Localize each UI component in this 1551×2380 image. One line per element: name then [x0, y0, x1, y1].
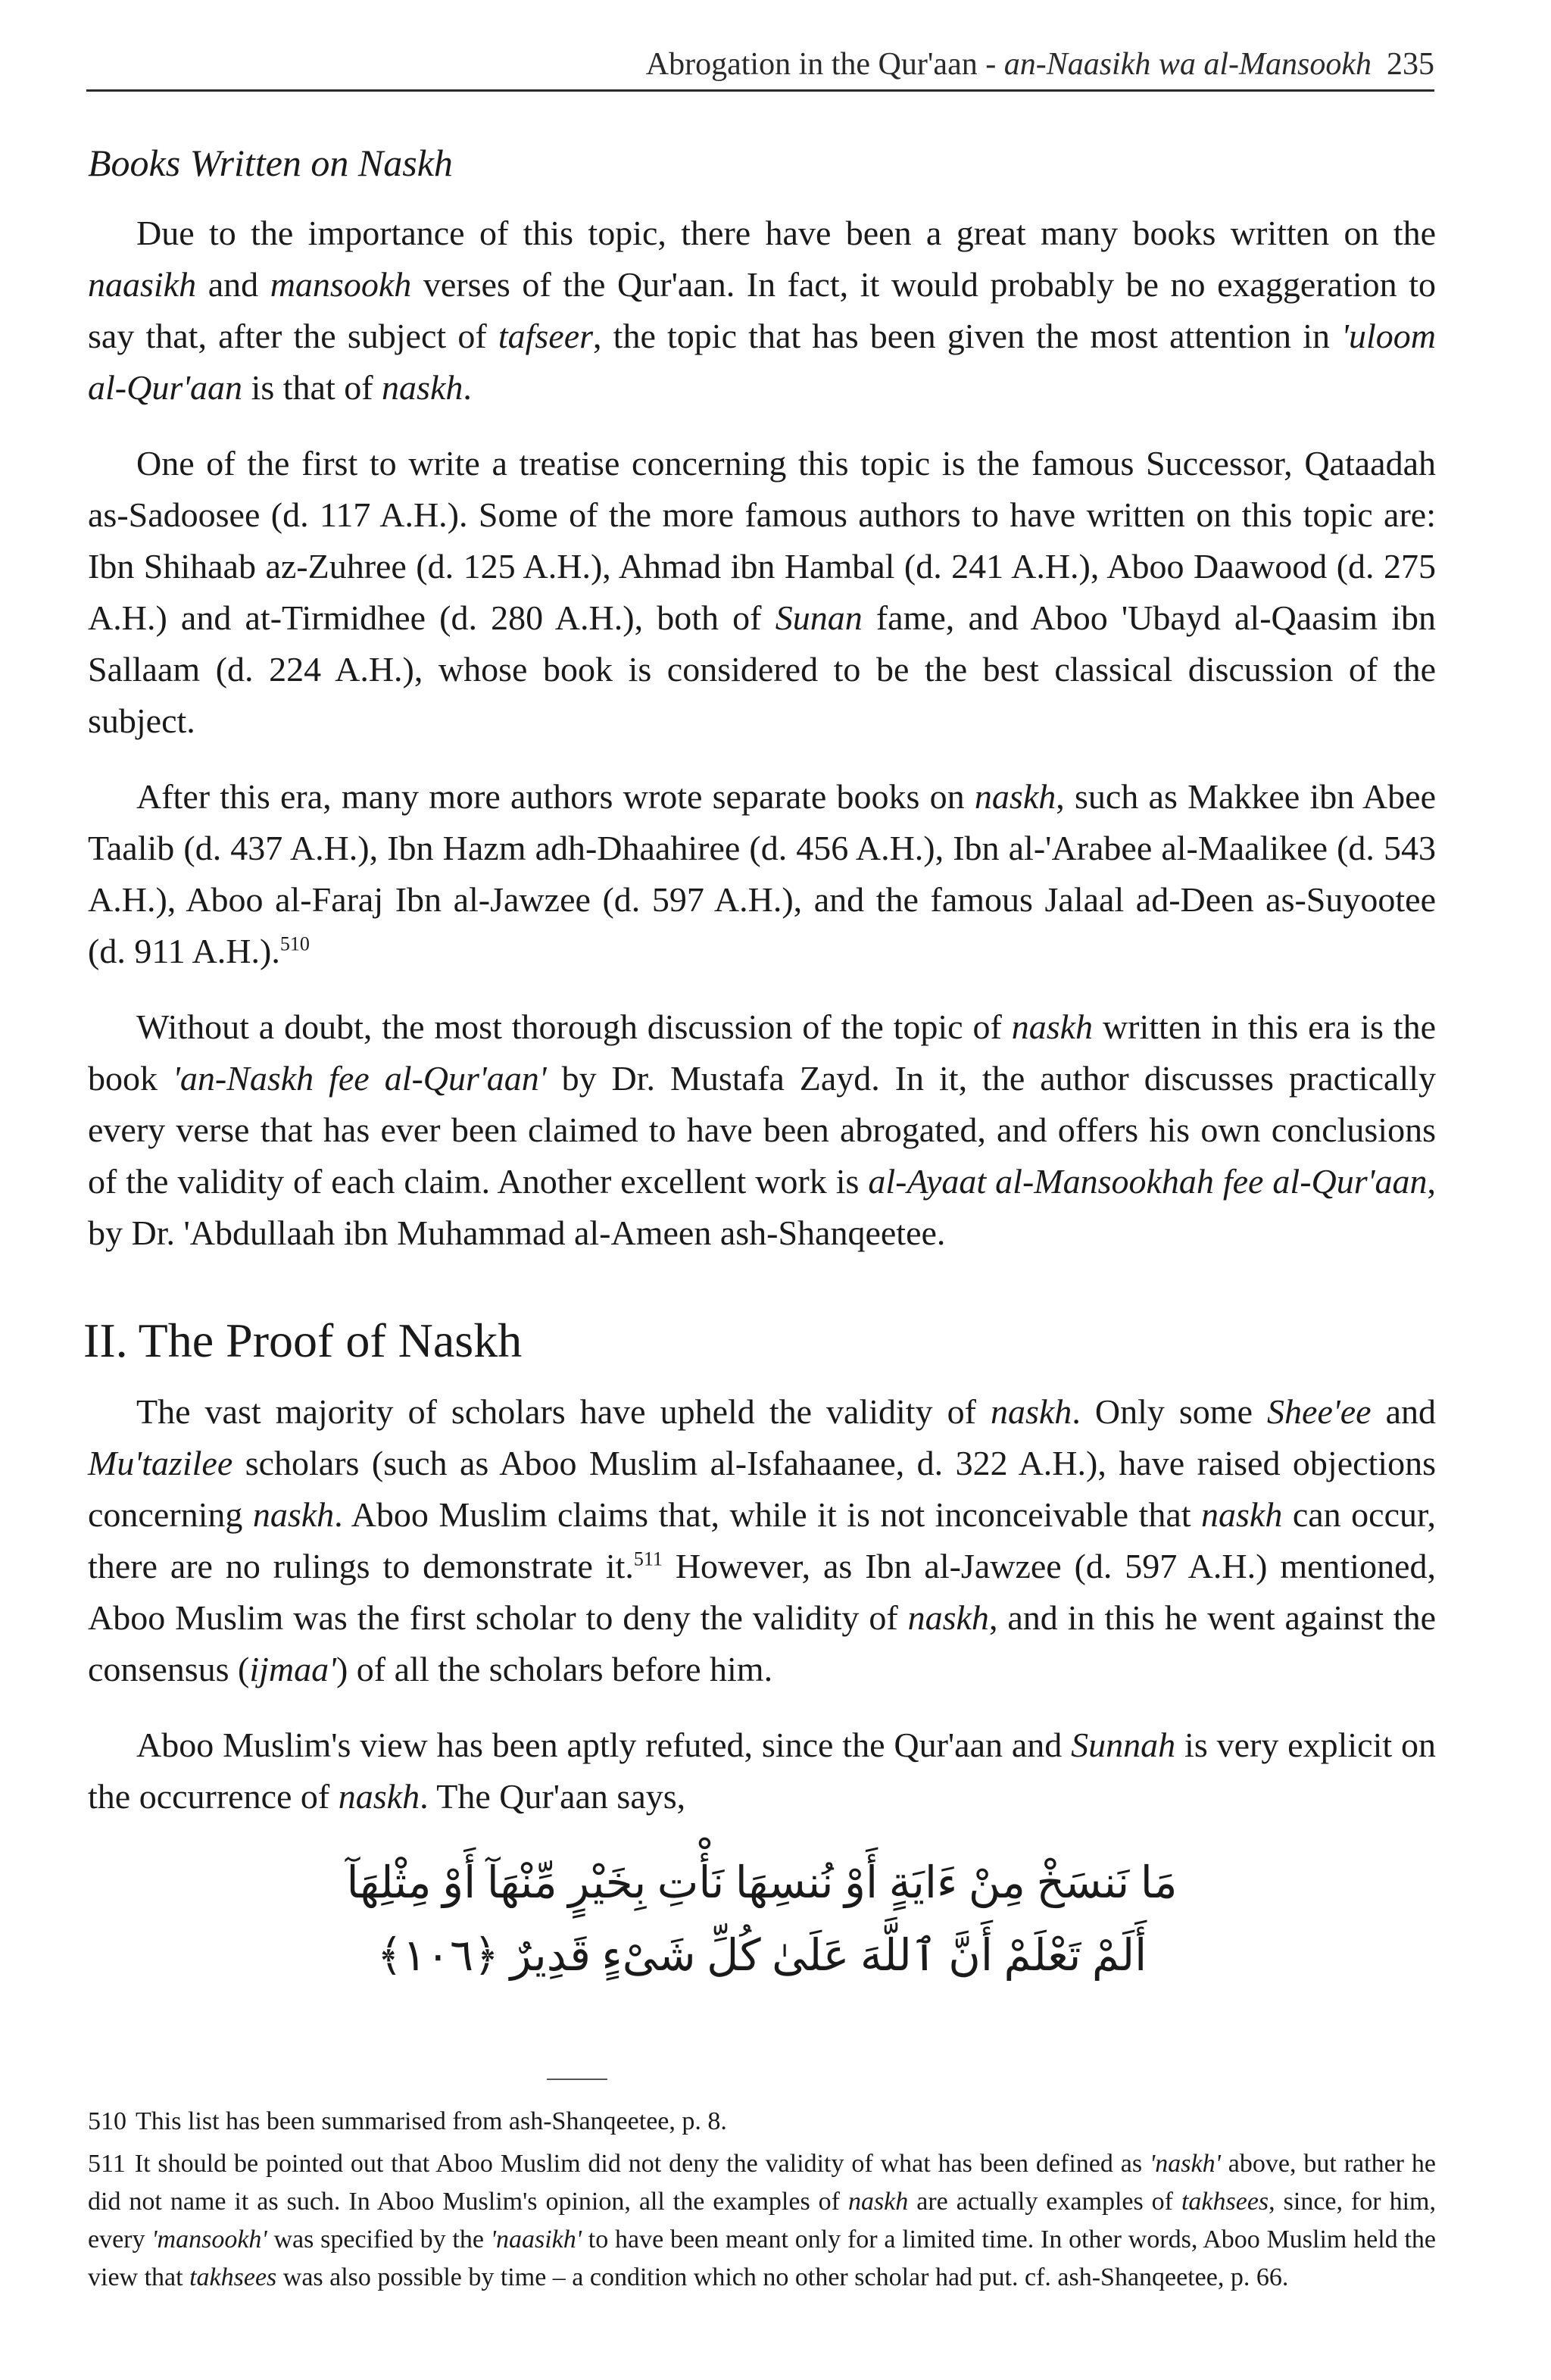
text-run: . The Qur'aan says,: [420, 1777, 686, 1816]
text-run: was specified by the: [267, 2225, 491, 2254]
text-run: Shee'ee: [1267, 1392, 1372, 1431]
verse-line-2: أَلَمْ تَعْلَمْ أَنَّ ٱللَّهَ عَلَىٰ كُلِّ شَىْءٍ قَدِيرٌ ﴿١٠٦﴾: [376, 1931, 1147, 1980]
text-run: are actually examples of: [908, 2188, 1181, 2216]
text-run: , by Dr. 'Abdullaah ibn Muhammad al-Ameen ash-Shanqeetee.: [88, 1162, 1436, 1252]
paragraph: [88, 1386, 1436, 1695]
text-run: takhsees: [189, 2263, 277, 2291]
text-run: Mu'tazilee: [88, 1444, 233, 1482]
section-number: II.: [83, 1313, 128, 1367]
verse-line-1: مَا نَنسَخْ مِنْ ءَايَةٍ أَوْ نُنسِهَا نَأْتِ بِخَيْرٍ مِّنْهَآ أَوْ مِثْلِهَآ: [346, 1858, 1178, 1907]
text-run: is very explicit on the occurrence of: [88, 1726, 1437, 1816]
text-run: .: [463, 368, 472, 407]
text-run: The vast majority of scholars have upheld the validity of: [136, 1392, 991, 1431]
text-run: is that of: [242, 368, 382, 407]
running-head: [86, 39, 1434, 92]
text-run: 'uloom al-Qur'aan: [88, 317, 1436, 407]
sub-heading: Books Written on Naskh: [88, 142, 453, 184]
text-run: mansookh: [270, 265, 412, 304]
text-run: naskh: [990, 1392, 1072, 1431]
body-text: [83, 136, 1437, 2022]
text-run: , and in this he went against the consensus (: [88, 1598, 1436, 1688]
text-run: above, but rather he did not name it as such. In Aboo Muslim's opinion, all the examples of: [88, 2150, 1436, 2216]
section-heading: [83, 1312, 1436, 1370]
text-run: . Aboo Muslim claims that, while it is not inconceivable that: [334, 1495, 1202, 1534]
text-run: verses of the Qur'aan. In fact, it would probably be no exaggeration to say that, after the subject of: [88, 265, 1437, 355]
text-run: scholars (such as Aboo Muslim al-Isfahaanee, d. 322 A.H.), have raised objections concerning: [88, 1444, 1436, 1534]
text-run: naskh: [907, 1598, 989, 1637]
text-run: It should be pointed out that Aboo Muslim did not deny the validity of what has been defined as: [134, 2150, 1150, 2178]
text-run: ) of all the scholars before him.: [335, 1650, 773, 1688]
footnote-ref: 510: [279, 932, 310, 955]
text-run: naskh: [252, 1495, 335, 1534]
text-run: takhsees: [1181, 2188, 1269, 2216]
text-run: This list has been summarised from ash-Shanqeetee, p. 8.: [136, 2107, 727, 2135]
text-run: After this era, many more authors wrote separate books on: [136, 777, 975, 816]
quran-verse: [88, 1847, 1436, 1992]
paragraph: [88, 438, 1436, 747]
running-head-title-italic: an-Naasikh wa al-Mansookh: [1003, 47, 1372, 82]
text-run: naskh: [974, 777, 1056, 816]
footnote-ref: 511: [633, 1548, 663, 1570]
text-run: Aboo Muslim's view has been aptly refuted, since the Qur'aan and: [136, 1726, 1072, 1764]
text-run: Sunnah: [1071, 1726, 1176, 1764]
text-run: naasikh: [88, 265, 197, 304]
text-run: 'mansookh': [151, 2225, 267, 2254]
text-run: ijmaa': [249, 1650, 336, 1688]
page-number: 235: [1387, 47, 1434, 82]
paragraph: [88, 1719, 1436, 1822]
footnote: [88, 2145, 1436, 2297]
text-run: al-Ayaat al-Mansookhah fee al-Qur'aan: [868, 1162, 1428, 1201]
text-run: naskh: [1011, 1007, 1094, 1046]
footnote-number: 510: [88, 2107, 126, 2135]
text-run: . Only some: [1072, 1392, 1268, 1431]
text-run: written in this era is the book: [88, 1007, 1436, 1098]
text-run: by Dr. Mustafa Zayd. In it, the author discusses practically every verse that has ever been claimed to have been abrogated, and offers his own conclusions of the validity of each claim. Another excellent work is: [88, 1059, 1437, 1201]
footnotes: [88, 2103, 1436, 2301]
text-run: However, as Ibn al-Jawzee (d. 597 A.H.) mentioned, Aboo Muslim was the first scholar to deny the validity of: [88, 1547, 1436, 1637]
text-run: 'an-Naskh fee al-Qur'aan': [172, 1059, 547, 1098]
text-run: Sunan: [775, 598, 863, 637]
text-run: and: [1371, 1392, 1437, 1431]
text-run: fame, and Aboo 'Ubayd al-Qaasim ibn Sallaam (d. 224 A.H.), whose book is considered to be the best classical discussion of the subject.: [88, 598, 1436, 740]
paragraph: [88, 771, 1436, 977]
text-run: , the topic that has been given the most attention in: [593, 317, 1342, 355]
text-run: Due to the importance of this topic, there have been a great many books written on the: [136, 214, 1436, 252]
footnote-divider: [547, 2079, 607, 2080]
text-run: 'naskh': [1150, 2150, 1221, 2178]
text-run: can occur, there are no rulings to demonstrate it.: [88, 1495, 1436, 1585]
text-run: naskh: [382, 368, 463, 407]
text-run: naskh: [847, 2188, 909, 2216]
footnote-number: 511: [88, 2150, 126, 2178]
text-run: 'naasikh': [490, 2225, 582, 2254]
text-run: naskh: [1201, 1495, 1283, 1534]
text-run: Without a doubt, the most thorough discussion of the topic of: [136, 1007, 1012, 1046]
text-run: tafseer: [498, 317, 594, 355]
text-run: naskh: [338, 1777, 420, 1816]
text-run: , such as Makkee ibn Abee Taalib (d. 437 A.H.), Ibn Hazm adh-Dhaahiree (d. 456 A.H.), Ibn al-'Arabee al-Maalikee (d. 543 A.H.), Aboo al-Faraj Ibn al-Jawzee (d. 597 A.H.), and the famous Jalaal ad-Deen as-Suyootee (d. 911 A.H.).: [88, 777, 1436, 970]
text-run: , since, for him, every: [88, 2188, 1436, 2254]
text-run: was also possible by time – a condition which no other scholar had put. cf. ash-Shanqeetee, p. 66.: [276, 2263, 1289, 2291]
paragraph: [88, 1001, 1436, 1259]
text-run: One of the first to write a treatise concerning this topic is the famous Successor, Qataadah as-Sadoosee (d. 117 A.H.). Some of the more famous authors to have written on this topic are: Ibn Shihaab az-Zuhree (d. 125 A.H.), Ahmad ibn Hambal (d. 241 A.H.), Aboo Daawood (d. 275 A.H.) and at-Tirmidhee (d. 280 A.H.), both of: [88, 444, 1436, 637]
running-head-title: Abrogation in the Qur'aan -: [645, 47, 1004, 82]
paragraph: [88, 208, 1436, 414]
section-title: The Proof of Naskh: [138, 1313, 523, 1367]
text-run: to have been meant only for a limited time. In other words, Aboo Muslim held the view that: [88, 2225, 1436, 2291]
text-run: and: [196, 265, 270, 304]
footnote: [88, 2103, 1436, 2141]
